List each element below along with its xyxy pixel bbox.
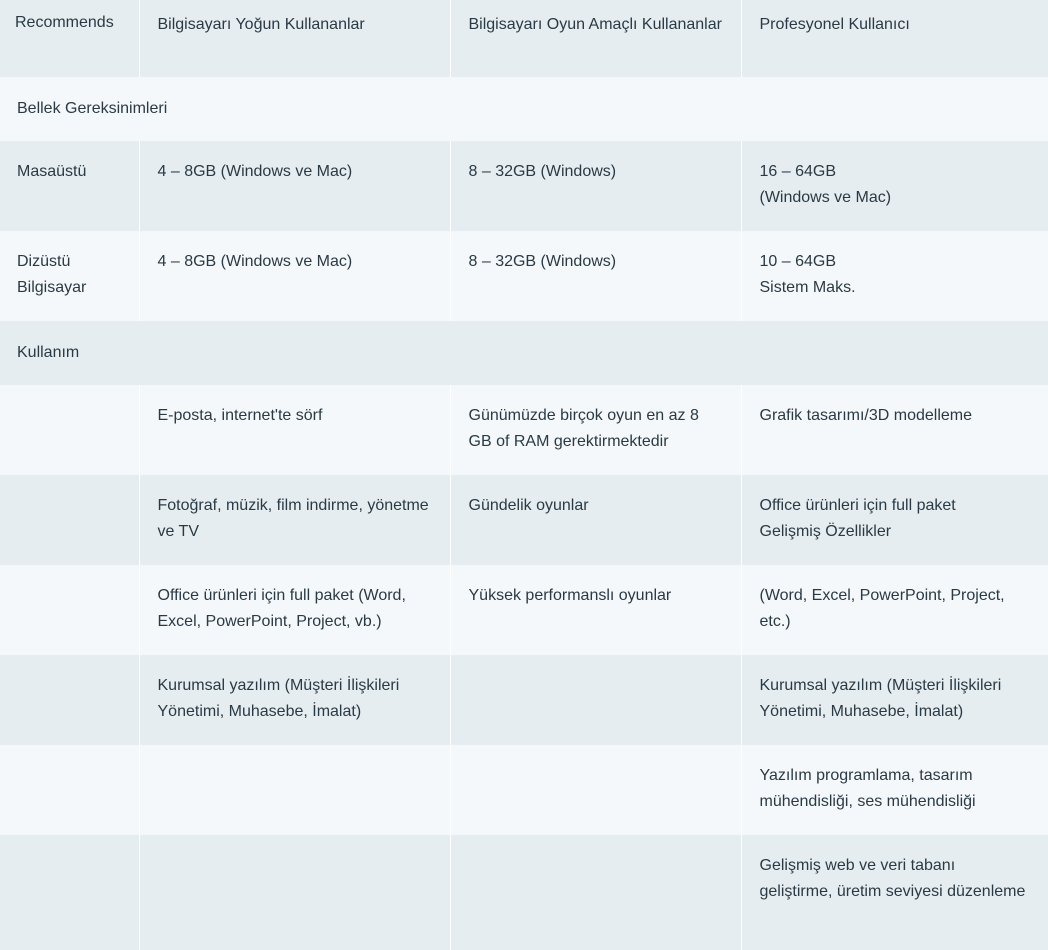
table-row	[0, 475, 1048, 565]
header-heavy-users: Bilgisayarı Yoğun Kullananlar	[139, 0, 450, 77]
cell-gaming	[450, 655, 741, 745]
cell-gaming	[450, 835, 741, 950]
cell-gaming: Günümüzde birçok oyun en az 8 GB of RAM gerektirmektedir	[450, 385, 741, 475]
row-label: Masaüstü	[0, 141, 139, 231]
cell-pro: Office ürünleri için full paket Gelişmiş Özellikler	[741, 475, 1048, 565]
cell-heavy: E-posta, internet'te sörf	[139, 385, 450, 475]
row-label	[0, 835, 139, 950]
table-row	[0, 231, 1048, 321]
cell-pro: 16 – 64GB (Windows ve Mac)	[741, 141, 1048, 231]
cell-pro: 10 – 64GB Sistem Maks.	[741, 231, 1048, 321]
cell-heavy: Kurumsal yazılım (Müşteri İlişkileri Yönetimi, Muhasebe, İmalat)	[139, 655, 450, 745]
table-row	[0, 655, 1048, 745]
header-professional-users: Profesyonel Kullanıcı	[741, 0, 1048, 77]
section-title-memory: Bellek Gereksinimleri	[0, 77, 1048, 141]
cell-heavy	[139, 835, 450, 950]
table-row	[0, 745, 1048, 835]
cell-heavy	[139, 745, 450, 835]
cell-gaming: Gündelik oyunlar	[450, 475, 741, 565]
cell-pro: Kurumsal yazılım (Müşteri İlişkileri Yönetimi, Muhasebe, İmalat)	[741, 655, 1048, 745]
section-title-usage: Kullanım	[0, 321, 1048, 385]
row-label: Dizüstü Bilgisayar	[0, 231, 139, 321]
section-row-memory	[0, 77, 1048, 141]
cell-heavy: Office ürünleri için full paket (Word, Excel, PowerPoint, Project, vb.)	[139, 565, 450, 655]
table-header-row	[0, 0, 1048, 77]
table-row	[0, 141, 1048, 231]
table-row	[0, 835, 1048, 950]
row-label	[0, 565, 139, 655]
table-row	[0, 385, 1048, 475]
row-label	[0, 475, 139, 565]
table-row	[0, 565, 1048, 655]
cell-pro: Yazılım programlama, tasarım mühendisliği, ses mühendisliği	[741, 745, 1048, 835]
cell-heavy: 4 – 8GB (Windows ve Mac)	[139, 231, 450, 321]
cell-gaming: Yüksek performanslı oyunlar	[450, 565, 741, 655]
section-row-usage	[0, 321, 1048, 385]
row-label	[0, 745, 139, 835]
row-label	[0, 655, 139, 745]
cell-gaming: 8 – 32GB (Windows)	[450, 141, 741, 231]
cell-heavy: 4 – 8GB (Windows ve Mac)	[139, 141, 450, 231]
cell-pro: Gelişmiş web ve veri tabanı geliştirme, üretim seviyesi düzenleme	[741, 835, 1048, 950]
header-gaming-users: Bilgisayarı Oyun Amaçlı Kullananlar	[450, 0, 741, 77]
cell-heavy: Fotoğraf, müzik, film indirme, yönetme ve TV	[139, 475, 450, 565]
cell-gaming	[450, 745, 741, 835]
cell-pro: (Word, Excel, PowerPoint, Project, etc.)	[741, 565, 1048, 655]
cell-gaming: 8 – 32GB (Windows)	[450, 231, 741, 321]
row-label	[0, 385, 139, 475]
header-recommends: Recommends	[0, 0, 139, 77]
cell-pro: Grafik tasarımı/3D modelleme	[741, 385, 1048, 475]
